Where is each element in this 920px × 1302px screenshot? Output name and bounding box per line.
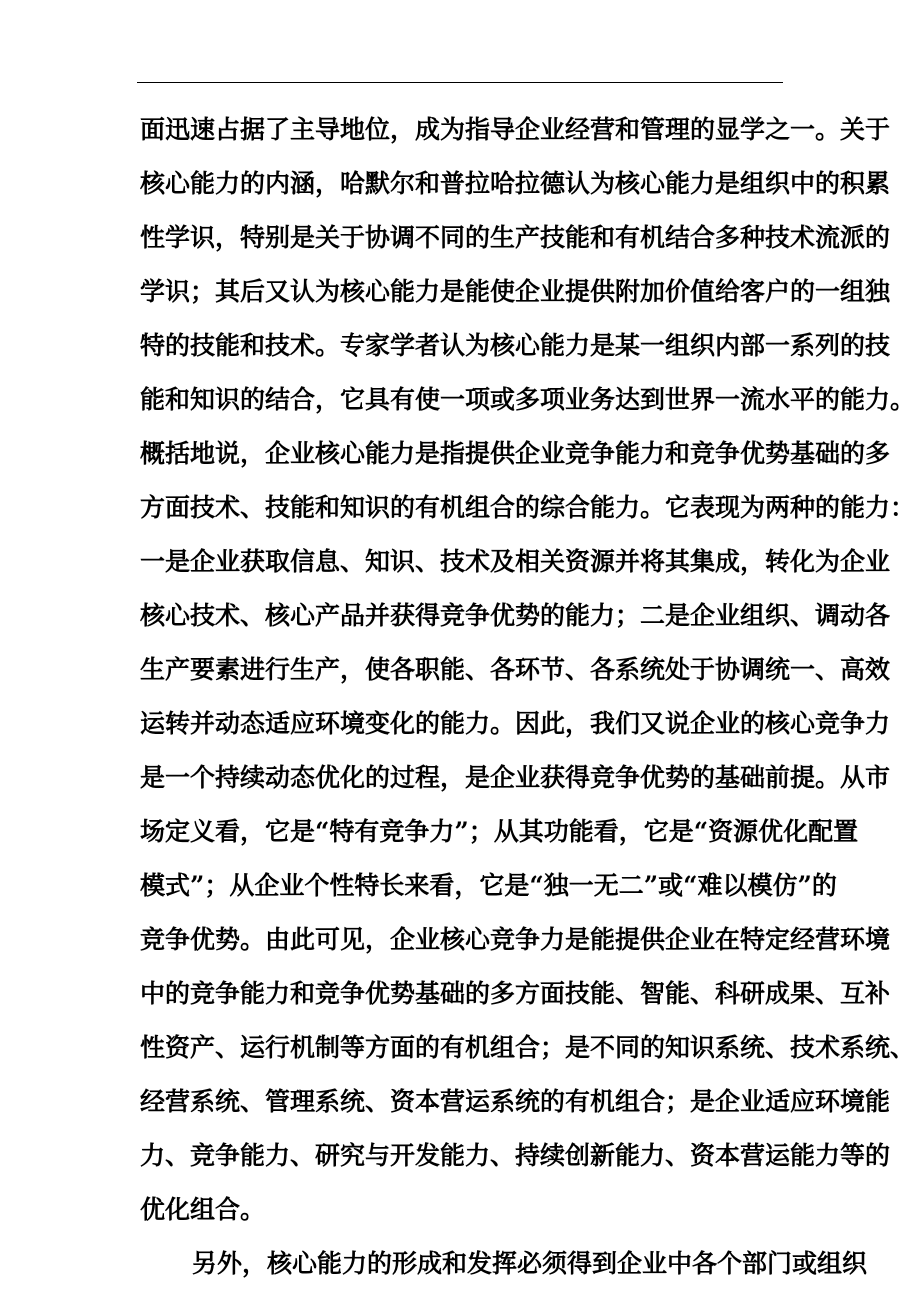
text-line: 特的技能和技术。专家学者认为核心能力是某一组织内部一系列的技 (140, 331, 891, 360)
text-line: 力、竞争能力、研究与开发能力、持续创新能力、资本营运能力等的 (140, 1141, 891, 1170)
text-line: 经营系统、管理系统、资本营运系统的有机组合；是企业适应环境能 (140, 1087, 891, 1116)
text-line-paragraph-start: 另外，核心能力的形成和发挥必须得到企业中各个部门或组织 (192, 1249, 868, 1278)
text-line: 面迅速占据了主导地位，成为指导企业经营和管理的显学之一。关于 (140, 115, 891, 144)
text-line: 生产要素进行生产，使各职能、各环节、各系统处于协调统一、高效 (140, 655, 891, 684)
text-line: 一是企业获取信息、知识、技术及相关资源并将其集成，转化为企业 (140, 547, 891, 576)
text-line: 性学识，特别是关于协调不同的生产技能和有机结合多种技术流派的 (140, 223, 891, 252)
text-line: 模式”；从企业个性特长来看，它是“独一无二”或“难以模仿”的 (140, 871, 837, 900)
text-line: 运转并动态适应环境变化的能力。因此，我们又说企业的核心竞争力 (140, 709, 891, 738)
text-line: 中的竞争能力和竞争优势基础的多方面技能、智能、科研成果、互补 (140, 979, 891, 1008)
text-line: 是一个持续动态优化的过程，是企业获得竞争优势的基础前提。从市 (140, 763, 891, 792)
text-line: 优化组合。 (140, 1195, 266, 1224)
text-line: 方面技术、技能和知识的有机组合的综合能力。它表现为两种的能力： (140, 493, 916, 522)
text-line: 学识；其后又认为核心能力是能使企业提供附加价值给客户的一组独 (140, 277, 891, 306)
header-rule (137, 82, 783, 83)
text-line: 场定义看，它是“特有竞争力”；从其功能看，它是“资源优化配置 (140, 817, 859, 846)
text-line: 核心能力的内涵，哈默尔和普拉哈拉德认为核心能力是组织中的积累 (140, 169, 891, 198)
text-line: 能和知识的结合，它具有使一项或多项业务达到世界一流水平的能力。 (140, 385, 916, 414)
text-line: 概括地说，企业核心能力是指提供企业竞争能力和竞争优势基础的多 (140, 439, 891, 468)
text-line: 核心技术、核心产品并获得竞争优势的能力；二是企业组织、调动各 (140, 601, 891, 630)
text-line: 性资产、运行机制等方面的有机组合；是不同的知识系统、技术系统、 (140, 1033, 916, 1062)
text-line: 竞争优势。由此可见，企业核心竞争力是能提供企业在特定经营环境 (140, 925, 891, 954)
